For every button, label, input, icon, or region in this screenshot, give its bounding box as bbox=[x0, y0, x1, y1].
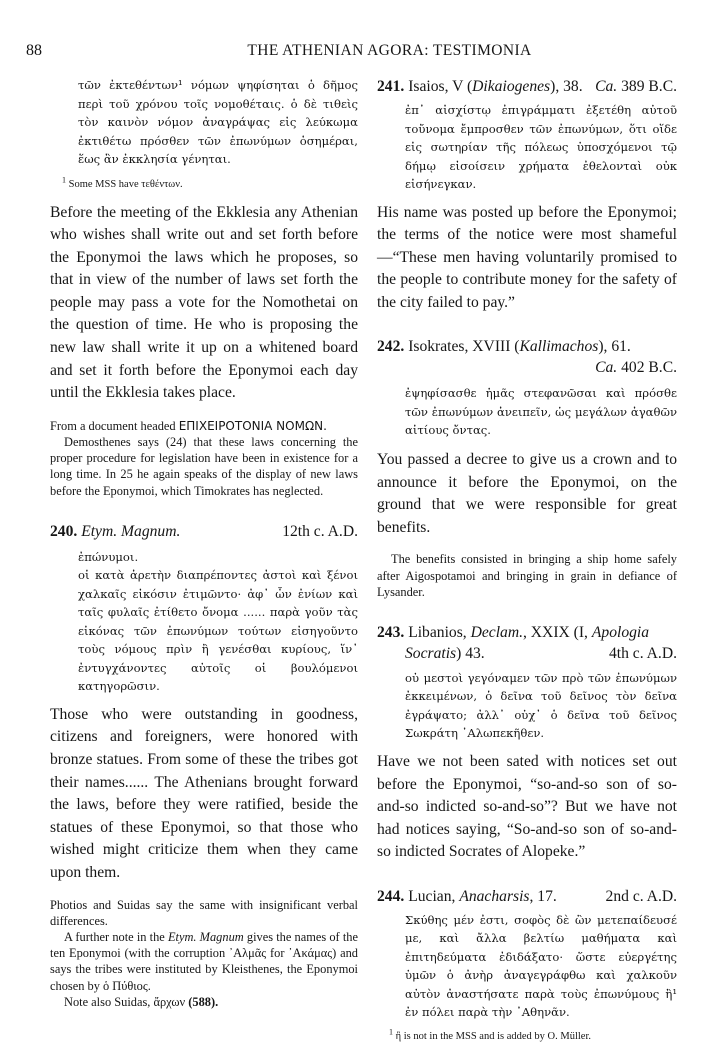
source-note-text: From a document headed bbox=[50, 418, 176, 433]
entry-242-note: The benefits consisted in bringing a ship home safely after Aigospotamoi and bringing in grain in defiance of Lysander. bbox=[377, 552, 677, 599]
footnote-text: ἢ is not in the MSS and is added by O. Müller. bbox=[395, 1030, 591, 1042]
page-header bbox=[24, 42, 695, 64]
entry-date: 12th c. A.D. bbox=[282, 522, 358, 540]
note-italic: Etym. Magnum bbox=[167, 930, 244, 945]
greek-text: οἱ κατὰ ἀρετὴν διαπρέποντες ἀστοὶ καὶ ξένοι χαλκαῖς εἰκόσιν ἐτιμῶντο· ἀφ᾽ ὧν ἐνίων καὶ ταῖς φυλαῖς ἐτίθετο ὄνομα ...... παρὰ γοῦν τὰς εἰκόνας τῶν ἐπωνύμων τούτων εἰσηγοῦντο τοὺς νόμους πρὶν ἢ γενέσθαι κυρίους, ἵν᾽ ἐντυγχάνοντες αὐτοῖς οἱ βουλόμενοι κατηγορῶσιν. bbox=[78, 568, 358, 694]
footnote-text: Some MSS have τεθέντων. bbox=[68, 178, 183, 190]
entry-work: Declam. bbox=[470, 623, 523, 641]
entry-244-greek: Σκύθης μέν ἐστι, σοφὸς δὲ ὢν μετεπαίδευσέ με, καὶ ἄλλα βελτίω μαθήματα καὶ ἐπιτηδεύματα ἐδιδάξατο· ὥστε εὐεργέτης ὑμῶν ὁ ἀνὴρ ἀναγεγράφθω καὶ χαλκοῦν αὐτὸν ἀναστήσατε παρὰ τοὺς ἐπωνύμους ἢ¹ ἐν πόλει παρὰ τὴν ᾿Αθηνᾶν. bbox=[405, 912, 677, 1020]
footnote-mark: 1 bbox=[389, 1027, 393, 1037]
entry-242-heading bbox=[377, 336, 677, 378]
entry-date: Ca. 402 B.C. bbox=[595, 359, 677, 377]
entry-ref: , 17. bbox=[529, 887, 557, 905]
entry-author: Lucian, bbox=[408, 887, 456, 905]
footnote bbox=[377, 1027, 677, 1044]
entry-ref: ) 43. bbox=[456, 644, 485, 662]
entry-number: 240. bbox=[50, 522, 78, 540]
entry-242-translation: You passed a decree to give us a crown and to announce it before the Eponymoi, on the ground that we were responsible for great benefits. bbox=[377, 450, 677, 536]
entry-240-note-b bbox=[50, 929, 358, 994]
entry-243-translation: Have we not been sated with notices set out before the Eponymoi, “so-and-so son of so-and-so indicted so-and-so”? But we have not had notices saying, “So-and-so son of so-and-so indicted Socrates of Alopeke.” bbox=[377, 752, 677, 861]
entry-ref: ), 38. bbox=[550, 78, 583, 95]
entry-number: 244. bbox=[377, 887, 405, 905]
entry-number: 241. bbox=[377, 78, 405, 95]
entry-work: Kallimachos bbox=[519, 338, 599, 356]
note-reference: (588). bbox=[188, 994, 219, 1009]
entry-source: Etym. Magnum. bbox=[81, 522, 181, 540]
entry-240-heading bbox=[50, 521, 358, 542]
entry-240-greek bbox=[50, 548, 358, 696]
entry-number: 243. bbox=[377, 623, 405, 641]
document-heading: ΕΠΙΧΕΙΡΟΤΟΝΙΑ ΝΟΜΩΝ. bbox=[178, 418, 327, 433]
entry-ref: , XXIX (I, bbox=[523, 623, 588, 641]
entry-date: Ca. 389 B.C. bbox=[595, 78, 677, 95]
footnote-mark: 1 bbox=[62, 175, 66, 184]
greek-lemma: ἐπώνυμοι. bbox=[78, 549, 139, 564]
commentary-note: Demosthenes says (24) that these laws concerning the proper procedure for legislation have been in existence for a long time. In 25 he again speaks of the display of new laws before the Eponymoi, which Timokrates has neglected. bbox=[50, 435, 358, 498]
note-text: Note also Suidas, ἄρχων bbox=[64, 994, 186, 1009]
entry-241-translation: His name was posted up before the Eponymoi; the terms of the notice were most shameful—“These men having voluntarily promised to the people to contribute money for the safety of the city failed to pay.” bbox=[377, 203, 677, 311]
entry-243-heading bbox=[377, 622, 677, 664]
right-column bbox=[377, 76, 677, 1044]
entry-240-note-c bbox=[50, 994, 358, 1010]
running-title: THE ATHENIAN AGORA: TESTIMONIA bbox=[247, 42, 532, 59]
entry-work: Anacharsis bbox=[459, 887, 530, 905]
entry-241-greek: ἐπ᾽ αἰσχίστῳ ἐπιγράμματι ἐξετέθη αὐτοῦ τοὔνομα ἔμπροσθεν τῶν ἐπωνύμων, ὅτι οἵδε εἰς σωτηρίαν τῆς πόλεως ὑποσχόμενοι τῷ δήμῳ εἰσοίσειν χρήματα ἐθελονταὶ οὐκ εἰσήνεγκαν. bbox=[405, 103, 677, 191]
entry-243-greek: οὐ μεστοὶ γεγόναμεν τῶν πρὸ τῶν ἐπωνύμων ἐκκειμένων, ὁ δεῖνα τοῦ δεῖνος τὸν δεῖνα ἐγράψατο; ἀλλ᾽ οὐχ᾽ ὁ δεῖνα τοῦ δεῖνος Σωκράτη ᾿Αλωπεκῆθεν. bbox=[405, 670, 677, 741]
entry-241-heading bbox=[377, 76, 677, 97]
note-text: gives the names of the ten Eponymoi (with the corruption ᾿Αλμᾶς for ᾿Ακάμας) and says the tribes were instituted by Kleisthenes, the Eponymoi chosen by ὁ Πύθιος. bbox=[50, 930, 358, 993]
entry-author: Isaios, V ( bbox=[408, 78, 473, 95]
entry-240-translation: Those who were outstanding in goodness, citizens and foreigners, were honored with bronze statues. From some of these the tribes got their names...... The Athenians brought forward the laws, before they were ratified, beside the statues of these Eponymoi, so that those who wished might criticize them when they came upon them. bbox=[50, 705, 358, 882]
note-text: A further note in the bbox=[64, 930, 165, 945]
entry-work: Dikaiogenes bbox=[472, 78, 551, 95]
translation-paragraph: Before the meeting of the Ekklesia any Athenian who wishes shall write out and set forth before the Eponymoi the laws which he proposes, so that in view of the number of laws set forth the people may pass a vote for the Nomothetai on the question of time. He who is proposing the new law shall write it up on a whitened board and set it forth before the Eponymoi each day until the Ekklesia takes place. bbox=[50, 203, 358, 402]
source-note bbox=[50, 418, 358, 434]
entry-author: Libanios, bbox=[408, 623, 467, 641]
left-column bbox=[50, 76, 358, 1010]
page-number: 88 bbox=[26, 42, 42, 59]
footnote bbox=[50, 175, 358, 192]
entry-ref: ), 61. bbox=[598, 338, 631, 356]
entry-244-heading bbox=[377, 886, 677, 907]
entry-author: Isokrates, XVIII ( bbox=[408, 338, 520, 356]
entry-date: 4th c. A.D. bbox=[608, 644, 677, 662]
entry-242-greek: ἐψηφίσασθε ἡμᾶς στεφανῶσαι καὶ πρόσθε τῶν ἐπωνύμων ἀνειπεῖν, ὡς μεγάλων ἀγαθῶν αἰτίους ὄντας. bbox=[405, 386, 677, 438]
greek-passage-continued: τῶν ἐκτεθέντων¹ νόμων ψηφίσηται ὁ δῆμος περὶ τοῦ χρόνου τοῖς νομοθέταις. ὁ δὲ τιθεὶς τὸν καινὸν νόμον ἀναγράψας εἰς λεύκωμα ἐκτιθέτω πρόσθεν τῶν ἐπωνύμων ὁσημέραι, ἕως ἂν ἐκκλησία γένηται. bbox=[78, 78, 358, 166]
entry-number: 242. bbox=[377, 338, 405, 356]
entry-240-note: Photios and Suidas say the same with insignificant verbal differences. bbox=[50, 897, 358, 928]
entry-work: Apologia Socratis bbox=[405, 623, 650, 662]
entry-date: 2nd c. A.D. bbox=[605, 887, 677, 905]
